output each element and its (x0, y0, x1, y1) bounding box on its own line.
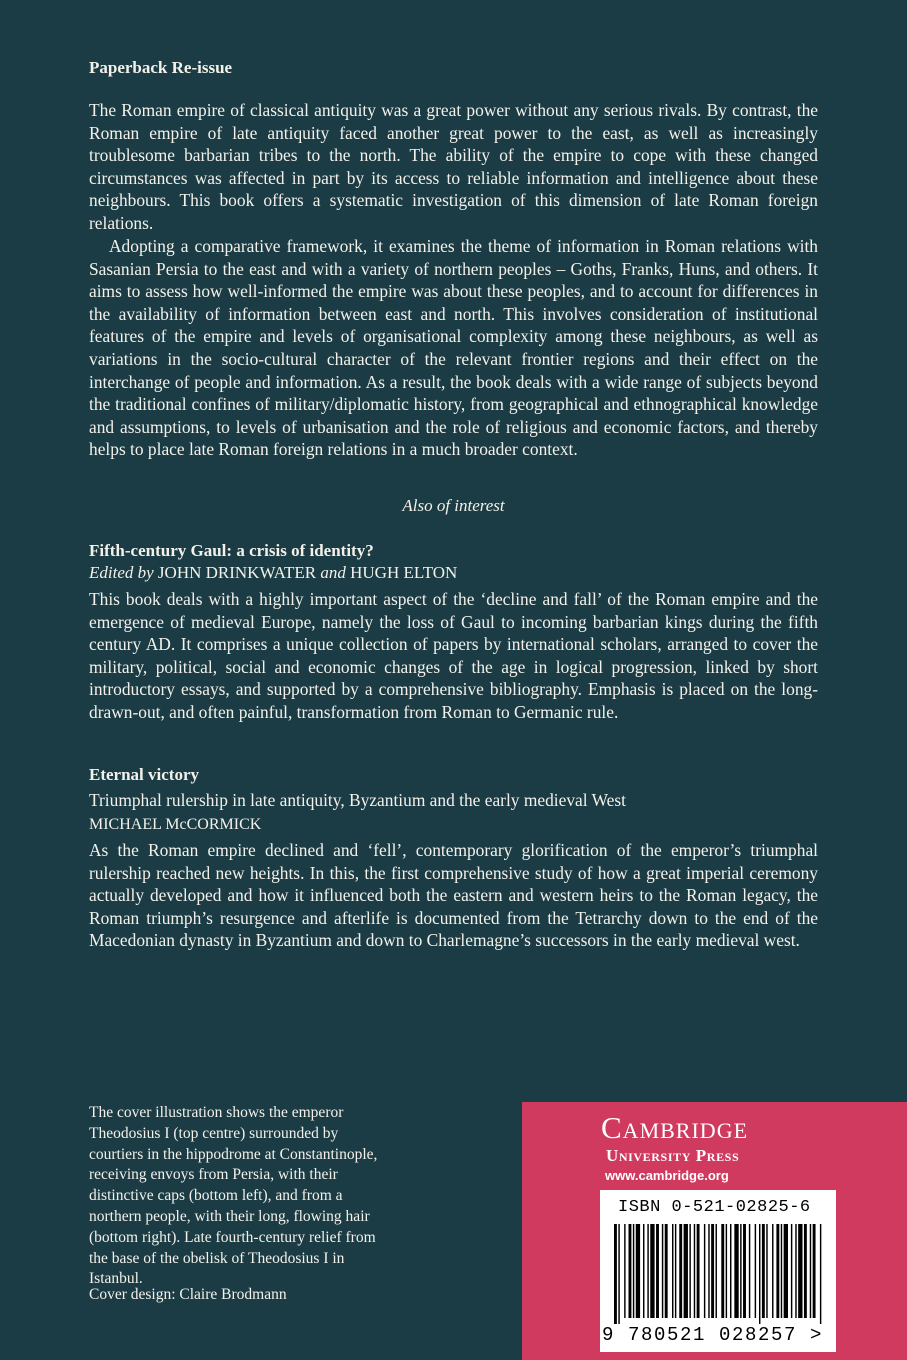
publisher-panel (522, 1102, 907, 1360)
barcode-icon (614, 1224, 822, 1324)
blurb-paragraph-2: Adopting a comparative framework, it examines the theme of information in Roman relations with Sasanian Persia to the east and with a variety of northern peoples – Goths, Franks, Huns, and others. It aims to assess how well-informed the empire was about these peoples, and to account for differences in the availability of information between east and north. This involves consideration of institutional features of the empire and levels of organisational complexity among these neighbours, as well as variations in the socio-cultural character of the relevant frontier regions and their effect on the interchange of people and information. As a result, the book deals with a wide range of subjects beyond the traditional confines of military/diplomatic history, from geographical and ethnographical knowledge and assumptions, to levels of urbanisation and the role of religious and economic factors, and thereby helps to place late Roman foreign relations in a much broader context. (89, 236, 818, 460)
publisher-name: Cambridge (601, 1110, 749, 1145)
and-label: and (320, 563, 346, 582)
book-entry-eternal-victory (89, 764, 818, 952)
blurb-paragraph-1: The Roman empire of classical antiquity was a great power without any serious rivals. By contrast, the Roman empire of late antiquity faced another great power to the east, as well as increasingly troublesome barbarian tribes to the north. The ability of the empire to cope with these changed circumstances was affected in part by its access to reliable information and intelligence about these neighbours. This book offers a systematic investigation of this dimension of late Roman foreign relations. (89, 100, 818, 233)
editor-name: JOHN DRINKWATER (157, 563, 317, 582)
book-description: As the Roman empire declined and ‘fell’, contemporary glorification of the emperor’s triumphal rulership reached new heights. In this, the first comprehensive study of how a great imperial ceremony actually developed and how it influenced both the eastern and western heirs to the Roman legacy, the Roman triumph’s resurgence and afterlife is documented from the Tetrarchy down to the end of the Macedonian dynasty in Byzantium and down to Charlemagne’s successors in the early medieval west. (89, 840, 818, 951)
book-author: MICHAEL McCORMICK (89, 816, 262, 833)
edited-by-label: Edited by (89, 563, 154, 582)
book-entry-gaul (89, 540, 818, 724)
cover-illustration-note: The cover illustration shows the emperor Theodosius I (top centre) surrounded by courtiers in the hippodrome at Constantinople, receiving envoys from Persia, with their distinctive caps (bottom left), and from a northern people, with their long, flowing hair (bottom right). Late fourth-century relief from the base of the obelisk of Theodosius I in Istanbul. (89, 1104, 378, 1288)
isbn-label: ISBN 0-521-02825-6 (618, 1198, 811, 1217)
reissue-label: Paperback Re-issue (89, 58, 233, 77)
book-editors (89, 562, 818, 584)
cover-design-credit: Cover design: Claire Brodmann (89, 1286, 287, 1303)
book-description: This book deals with a highly important aspect of the ‘decline and fall’ of the Roman empire and the emergence of medieval Europe, namely the loss of Gaul to incoming barbarian kings during the fifth century AD. It comprises a unique collection of papers by international scholars, arranged to cover the military, political, social and economic changes of the age in logical progression, linked by short introductory essays, and supported by a comprehensive bibliography. Emphasis is placed on the long-drawn-out, and often painful, transformation from Roman to Germanic rule. (89, 589, 818, 722)
publisher-url: www.cambridge.org (605, 1168, 729, 1183)
also-of-interest-heading: Also of interest (402, 496, 505, 515)
barcode-panel (600, 1190, 836, 1352)
book-title: Fifth-century Gaul: a crisis of identity? (89, 541, 374, 560)
book-subtitle: Triumphal rulership in late antiquity, Byzantium and the early medieval West (89, 790, 626, 810)
book-title: Eternal victory (89, 765, 199, 784)
editor-name: HUGH ELTON (350, 563, 458, 582)
ean-digits: 9 780521 028257 > (602, 1324, 824, 1346)
publisher-press: University Press (606, 1146, 740, 1165)
